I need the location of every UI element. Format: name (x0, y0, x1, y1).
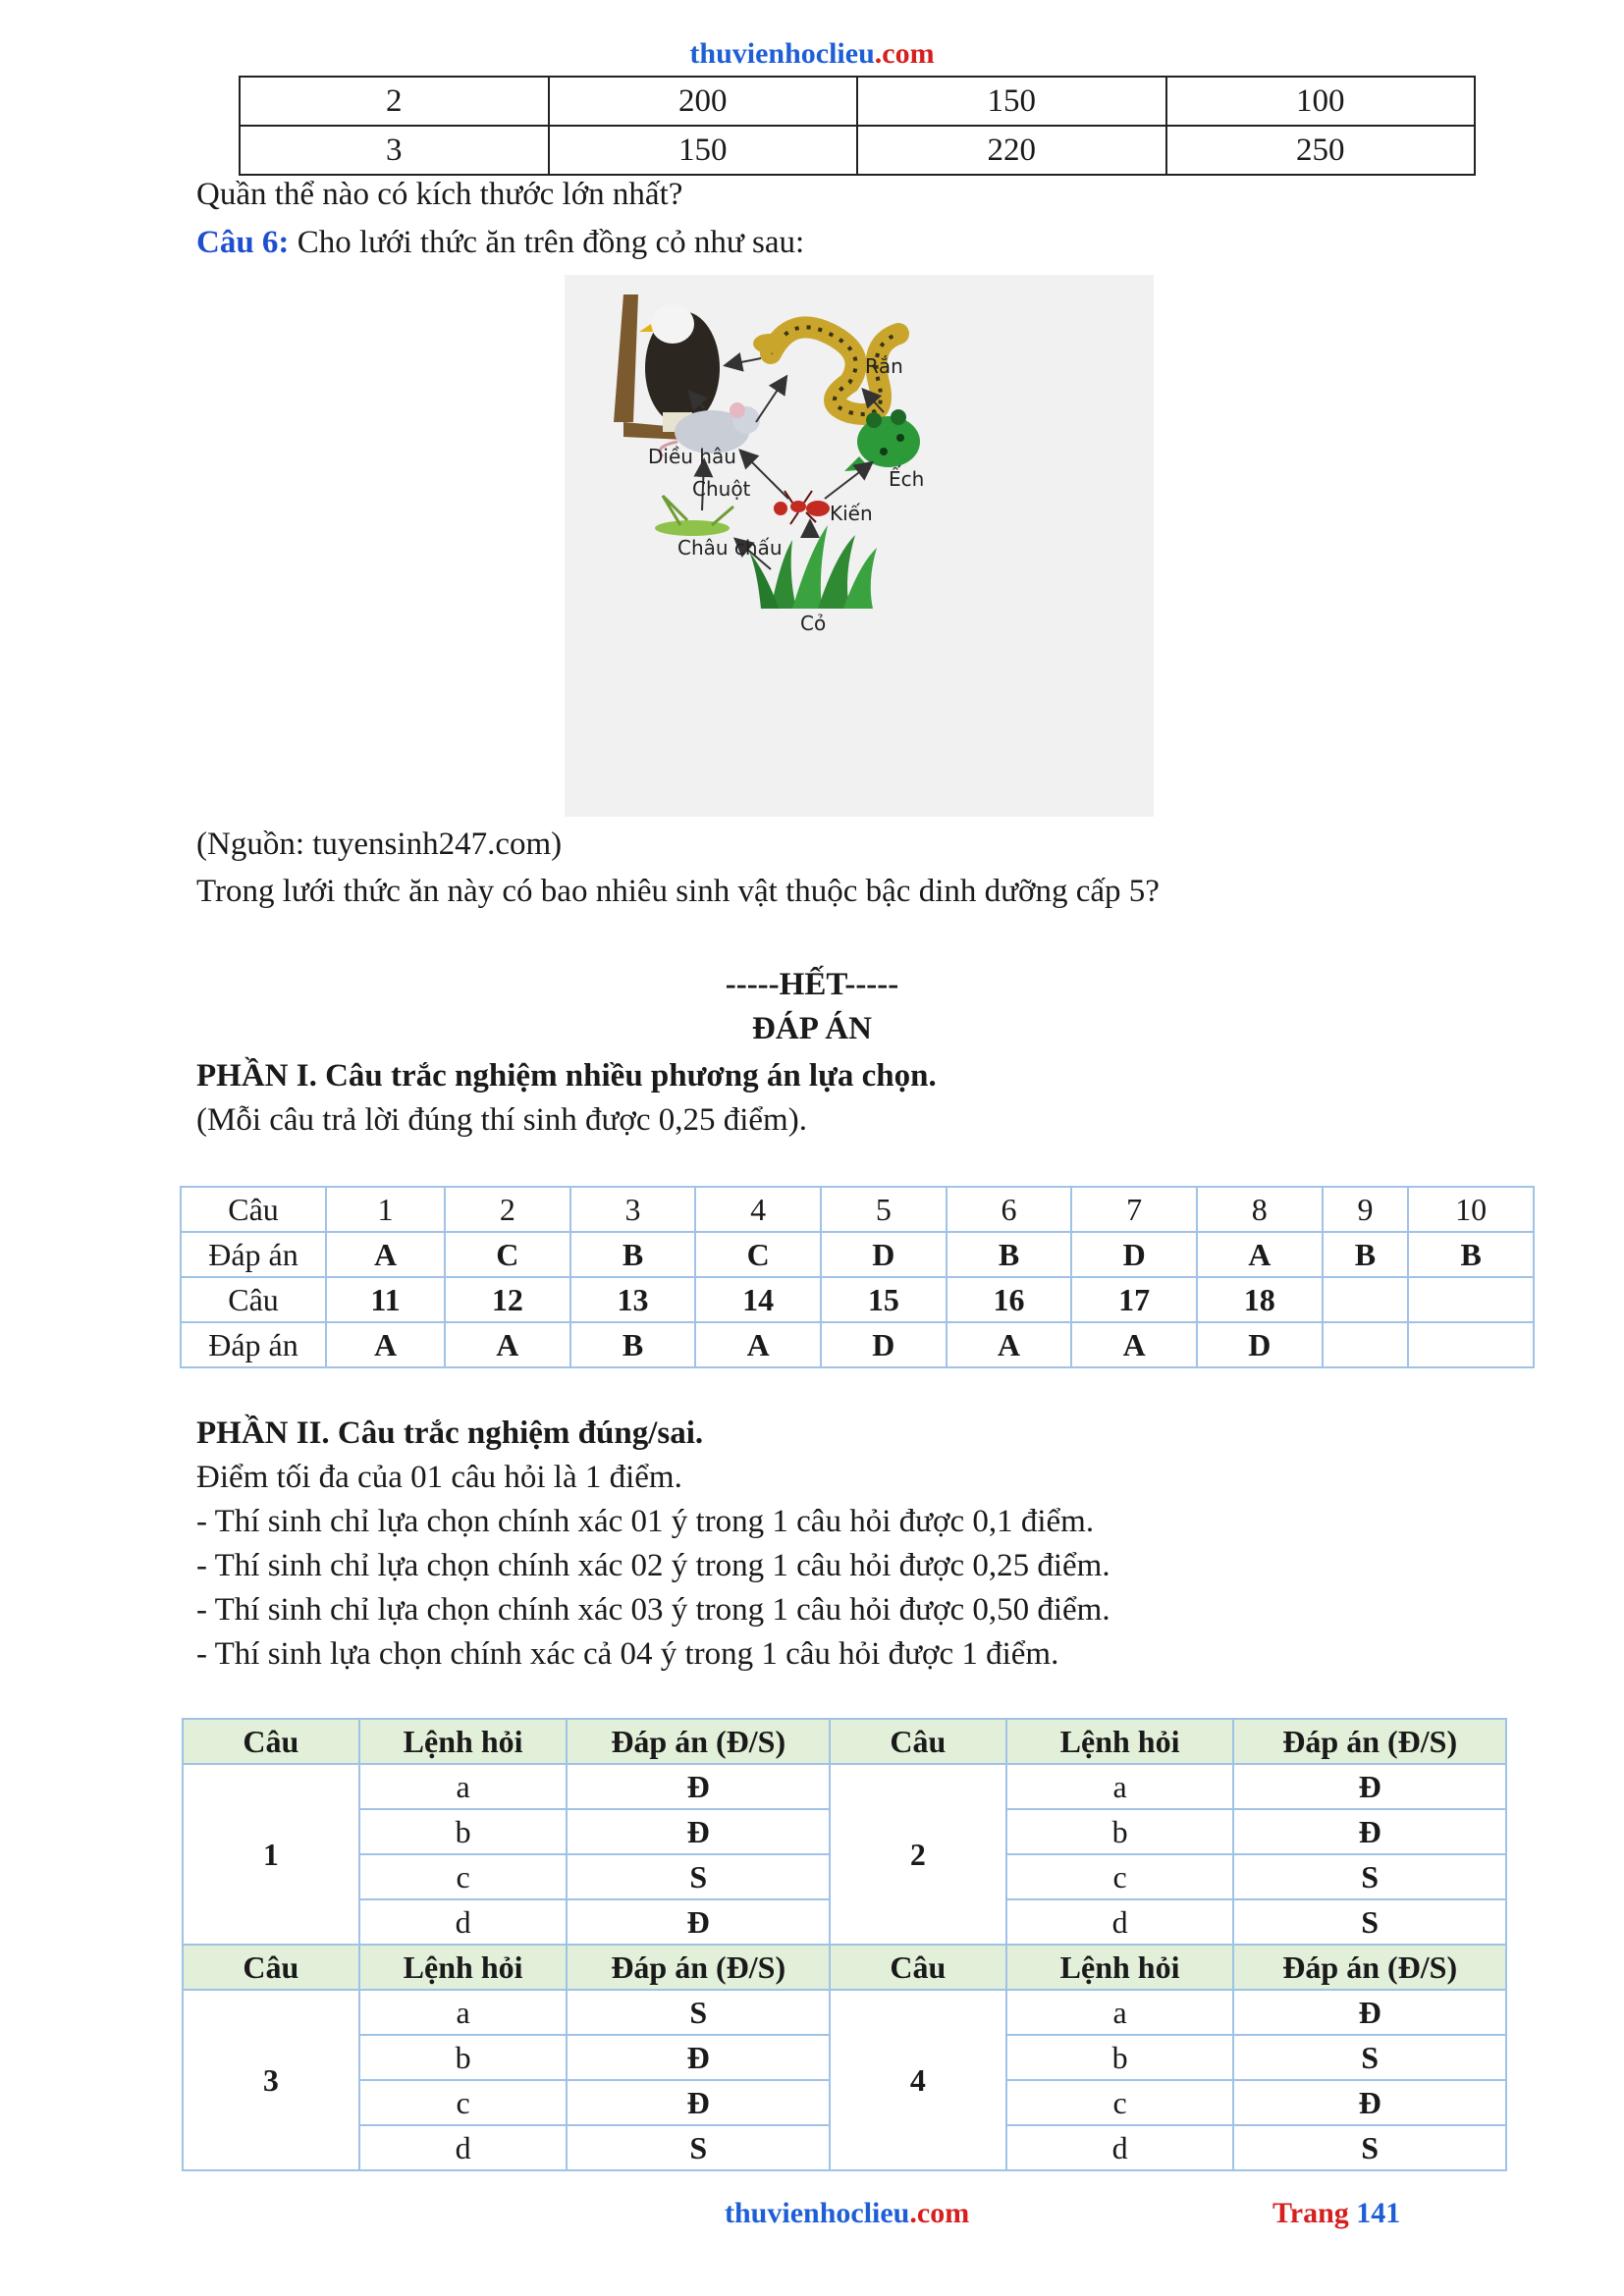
table-row (240, 126, 1475, 175)
table-cell: 250 (1166, 126, 1476, 175)
table-cell: A (947, 1322, 1072, 1367)
part2-rule: - Thí sinh chỉ lựa chọn chính xác 03 ý trong 1 câu hỏi được 0,50 điểm. (196, 1592, 1110, 1628)
table-cell: d (359, 1899, 568, 1945)
table-cell: 150 (857, 77, 1166, 126)
label-mouse: Chuột (692, 477, 751, 501)
table-header-row (183, 1719, 1506, 1764)
table-cell: Đ (1233, 1764, 1506, 1809)
question6-text: Cho lưới thức ăn trên đồng cỏ như sau: (289, 225, 805, 260)
table-cell: 2 (445, 1187, 570, 1232)
table-cell: B (1408, 1232, 1534, 1277)
table-cell: 10 (1408, 1187, 1534, 1232)
table-cell: B (570, 1232, 696, 1277)
table-cell: Đ (567, 1899, 830, 1945)
table-header-row (183, 1945, 1506, 1990)
grasshopper-icon (655, 496, 733, 536)
table-cell: Đ (567, 2035, 830, 2080)
part2-answer-table (182, 1718, 1507, 2171)
table-header-cell: Câu (830, 1945, 1006, 1990)
table-cell (1323, 1322, 1409, 1367)
table-cell (1323, 1277, 1409, 1322)
label-grasshopper: Châu chấu (677, 536, 783, 560)
table-cell: Đ (567, 1764, 830, 1809)
part1-note: (Mỗi câu trả lời đúng thí sinh được 0,25 điểm). (196, 1102, 807, 1138)
table-cell: d (1006, 2125, 1234, 2170)
part2-title: PHẦN II. Câu trắc nghiệm đúng/sai. (196, 1415, 704, 1451)
table-cell: 15 (821, 1277, 947, 1322)
table-cell: a (359, 1764, 568, 1809)
table-cell: 11 (326, 1277, 445, 1322)
site-domain: .com (909, 2197, 970, 2229)
table-cell: S (1233, 1899, 1506, 1945)
table-cell: S (567, 1854, 830, 1899)
table-cell: a (1006, 1990, 1234, 2035)
table-cell: 12 (445, 1277, 570, 1322)
table-cell: 3 (570, 1187, 696, 1232)
table-cell: 2 (240, 77, 549, 126)
food-web-figure (565, 275, 1154, 817)
table-cell: b (359, 2035, 568, 2080)
part1-answer-table (180, 1186, 1535, 1368)
table-cell: Đ (1233, 1990, 1506, 2035)
table-cell (1408, 1322, 1534, 1367)
label-frog: Ếch (889, 467, 925, 491)
table-row (183, 1990, 1506, 2035)
table-cell: 7 (1071, 1187, 1197, 1232)
table-cell: 5 (821, 1187, 947, 1232)
part1-title: PHẦN I. Câu trắc nghiệm nhiều phương án lựa chọn. (196, 1058, 937, 1094)
question-number: 4 (830, 1990, 1006, 2170)
question-number: 1 (183, 1764, 359, 1945)
end-mark: -----HẾT----- (725, 967, 899, 1002)
table-cell: 200 (549, 77, 858, 126)
table-cell: 14 (695, 1277, 821, 1322)
table-cell (1408, 1277, 1534, 1322)
question-number: 3 (183, 1990, 359, 2170)
table-row (240, 77, 1475, 126)
table-cell: Đ (1233, 1809, 1506, 1854)
page-number (1272, 2197, 1400, 2230)
table-cell: A (326, 1232, 445, 1277)
table-cell: S (1233, 2125, 1506, 2170)
table-cell: S (567, 1990, 830, 2035)
table-cell: D (821, 1232, 947, 1277)
footer-site-link[interactable] (725, 2197, 969, 2230)
table-cell: 13 (570, 1277, 696, 1322)
table-cell: Câu (181, 1277, 326, 1322)
table-cell: A (1071, 1322, 1197, 1367)
table-cell: 100 (1166, 77, 1476, 126)
table-cell: A (326, 1322, 445, 1367)
table-header-cell: Đáp án (Đ/S) (567, 1719, 830, 1764)
table-cell: c (1006, 1854, 1234, 1899)
table-cell: 8 (1197, 1187, 1323, 1232)
table-cell: B (570, 1322, 696, 1367)
table-cell: S (1233, 1854, 1506, 1899)
question6-label: Câu 6: (196, 225, 290, 260)
header-site-link[interactable] (0, 37, 1624, 71)
table-cell: C (445, 1232, 570, 1277)
table-cell: b (1006, 1809, 1234, 1854)
table-cell: c (359, 1854, 568, 1899)
question6-line (196, 223, 804, 262)
table-header-cell: Đáp án (Đ/S) (1233, 1945, 1506, 1990)
table-cell: b (359, 1809, 568, 1854)
food-web-diagram (565, 275, 1154, 817)
table-cell: 3 (240, 126, 549, 175)
label-snake: Rắn (865, 354, 903, 378)
label-ant: Kiến (830, 502, 873, 525)
site-name: thuvienhoclieu (725, 2197, 910, 2229)
table-header-cell: Câu (830, 1719, 1006, 1764)
table-cell: a (1006, 1764, 1234, 1809)
table-cell: B (947, 1232, 1072, 1277)
table-cell: D (1197, 1322, 1323, 1367)
label-eagle: Diều hâu (648, 445, 736, 468)
question6-prompt: Trong lưới thức ăn này có bao nhiêu sinh vật thuộc bậc dinh dưỡng cấp 5? (196, 874, 1160, 909)
table-cell: Câu (181, 1187, 326, 1232)
table-header-cell: Câu (183, 1945, 359, 1990)
table-row (181, 1322, 1534, 1367)
table-cell: 18 (1197, 1277, 1323, 1322)
table-cell: B (1323, 1232, 1409, 1277)
table-cell: 220 (857, 126, 1166, 175)
table-cell: C (695, 1232, 821, 1277)
table-header-cell: Đáp án (Đ/S) (1233, 1719, 1506, 1764)
page-number-value: 141 (1356, 2197, 1401, 2229)
table-cell: d (1006, 1899, 1234, 1945)
part2-rule: - Thí sinh chỉ lựa chọn chính xác 01 ý trong 1 câu hỏi được 0,1 điểm. (196, 1504, 1095, 1539)
question5-tail: Quần thể nào có kích thước lớn nhất? (196, 177, 683, 212)
table-header-cell: Câu (183, 1719, 359, 1764)
part2-rule: - Thí sinh lựa chọn chính xác cả 04 ý trong 1 câu hỏi được 1 điểm. (196, 1636, 1059, 1672)
figure-source: (Nguồn: tuyensinh247.com) (196, 827, 563, 862)
table-cell: 150 (549, 126, 858, 175)
table-cell: b (1006, 2035, 1234, 2080)
part2-rule: Điểm tối đa của 01 câu hỏi là 1 điểm. (196, 1460, 682, 1495)
table-cell: d (359, 2125, 568, 2170)
table-cell: Đáp án (181, 1322, 326, 1367)
table-row (181, 1187, 1534, 1232)
table-cell: c (359, 2080, 568, 2125)
table-cell: Đ (567, 2080, 830, 2125)
table-cell: S (1233, 2035, 1506, 2080)
table-cell: A (1197, 1232, 1323, 1277)
site-name: thuvienhoclieu (689, 37, 875, 70)
table-cell: 1 (326, 1187, 445, 1232)
population-table (239, 76, 1476, 176)
site-domain: .com (874, 37, 935, 70)
table-cell: 4 (695, 1187, 821, 1232)
label-grass: Cỏ (800, 612, 827, 635)
table-header-cell: Lệnh hỏi (1006, 1719, 1234, 1764)
table-cell: A (445, 1322, 570, 1367)
answer-title: ĐÁP ÁN (752, 1011, 872, 1046)
table-header-cell: Lệnh hỏi (1006, 1945, 1234, 1990)
table-cell: Đáp án (181, 1232, 326, 1277)
table-cell: A (695, 1322, 821, 1367)
table-cell: D (1071, 1232, 1197, 1277)
table-row (181, 1232, 1534, 1277)
table-cell: c (1006, 2080, 1234, 2125)
part2-rule: - Thí sinh chỉ lựa chọn chính xác 02 ý trong 1 câu hỏi được 0,25 điểm. (196, 1548, 1110, 1583)
table-cell: Đ (1233, 2080, 1506, 2125)
table-cell: Đ (567, 1809, 830, 1854)
ant-icon (774, 491, 830, 524)
question-number: 2 (830, 1764, 1006, 1945)
table-cell: 9 (1323, 1187, 1409, 1232)
table-cell: a (359, 1990, 568, 2035)
table-cell: 17 (1071, 1277, 1197, 1322)
page-label: Trang (1272, 2197, 1357, 2229)
table-header-cell: Lệnh hỏi (359, 1719, 568, 1764)
table-cell: S (567, 2125, 830, 2170)
table-cell: 6 (947, 1187, 1072, 1232)
table-cell: D (821, 1322, 947, 1367)
table-header-cell: Đáp án (Đ/S) (567, 1945, 830, 1990)
table-row (183, 1764, 1506, 1809)
table-header-cell: Lệnh hỏi (359, 1945, 568, 1990)
table-cell: 16 (947, 1277, 1072, 1322)
table-row (181, 1277, 1534, 1322)
